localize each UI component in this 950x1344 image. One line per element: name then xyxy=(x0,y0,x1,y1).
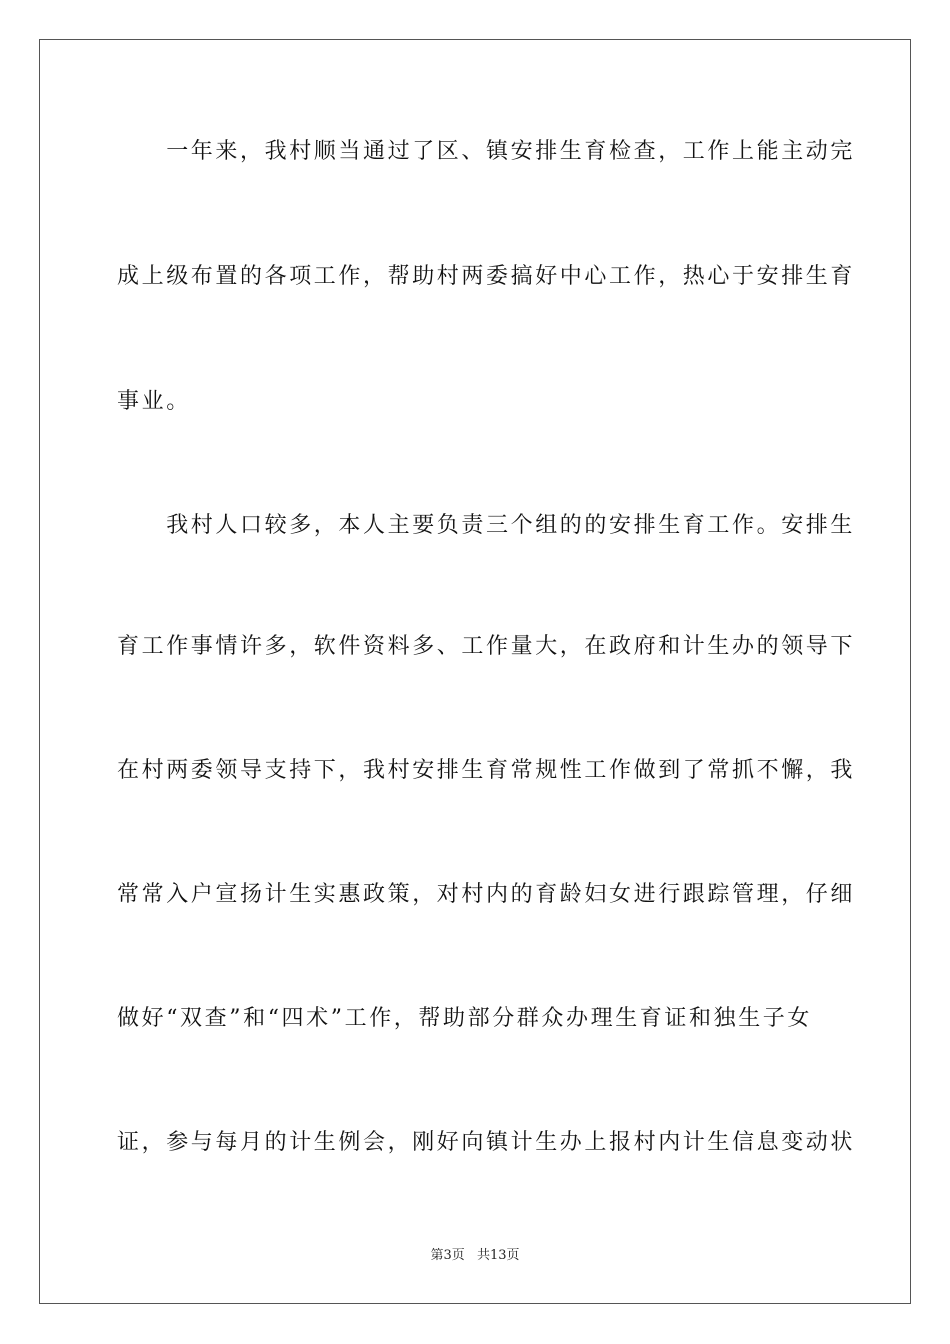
page-footer xyxy=(0,1247,950,1265)
text-line-5: 育工作事情许多，软件资料多、工作量大，在政府和计生办的领导下 xyxy=(117,634,856,659)
page-total: 共13页 xyxy=(476,1248,520,1263)
text-line-8: 做好“双查”和“四术”工作，帮助部分群众办理生育证和独生子女 xyxy=(117,1006,812,1031)
text-line-9: 证，参与每月的计生例会，刚好向镇计生办上报村内计生信息变动状 xyxy=(117,1130,856,1155)
text-line-2: 成上级布置的各项工作，帮助村两委搞好中心工作，热心于安排生育 xyxy=(117,264,856,289)
page-number: 第3页 xyxy=(430,1248,465,1263)
text-line-1: 一年来，我村顺当通过了区、镇安排生育检查，工作上能主动完 xyxy=(117,139,856,164)
text-line-4: 我村人口较多，本人主要负责三个组的的安排生育工作。安排生 xyxy=(117,513,856,538)
text-line-3: 事业。 xyxy=(117,389,191,414)
text-line-6: 在村两委领导支持下，我村安排生育常规性工作做到了常抓不懈，我 xyxy=(117,758,856,783)
page-frame xyxy=(39,39,911,1304)
text-line-7: 常常入户宣扬计生实惠政策，对村内的育龄妇女进行跟踪管理，仔细 xyxy=(117,882,856,907)
